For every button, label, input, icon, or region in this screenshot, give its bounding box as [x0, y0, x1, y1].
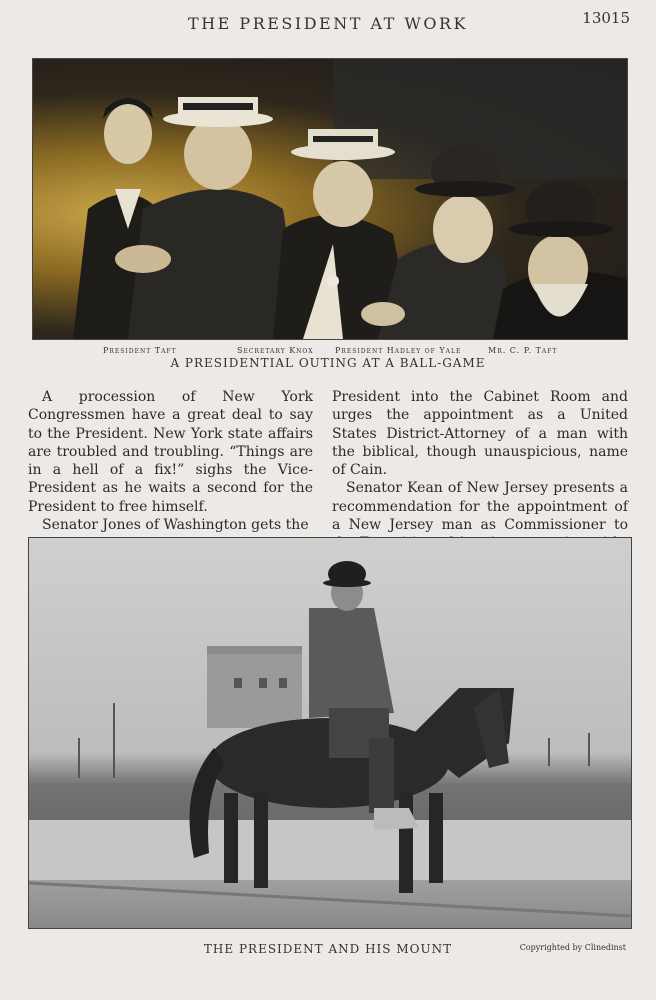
article-column-right: [332, 388, 628, 553]
photo1-caption: A PRESIDENTIAL OUTING AT A BALL-GAME: [170, 356, 486, 370]
photo1-name-4: Mr. C. P. Taft: [488, 346, 558, 355]
page-number: 13015: [582, 9, 630, 27]
ballgame-photo-illustration: [33, 59, 627, 339]
photo2-copyright: Copyrighted by Clinedinst: [519, 943, 626, 952]
article-column-left: [28, 388, 313, 534]
article-paragraph: Senator Kean of New Jersey presents a recommendation for the appointment of a New Jersey man as Commissioner to: [332, 480, 628, 534]
photo1-name-1: President Taft: [103, 346, 177, 355]
article-paragraph: Senator Jones of Washington gets the: [42, 517, 309, 534]
president-horse-photo: [28, 537, 632, 929]
president-horse-illustration: [29, 538, 631, 928]
article-paragraph: A procession of New York Congressmen have a great deal to say to the President. New York state affairs are troubled and troubling. “Things are in a hell of a fix!” sighs the Vice-President as he waits a second for the President to free himself.: [28, 389, 313, 515]
ballgame-photo: [32, 58, 628, 340]
running-header-title: THE PRESIDENT AT WORK: [188, 14, 468, 33]
photo1-name-2: Secretary Knox: [237, 346, 314, 355]
photo2-caption: THE PRESIDENT AND HIS MOUNT: [203, 942, 453, 956]
photo1-name-3: President Hadley of Yale: [335, 346, 462, 355]
article-paragraph: President into the Cabinet Room and urges the appointment as a United States District-Attorney of a man with the biblical, though unauspicious, name of Cain.: [332, 389, 628, 479]
